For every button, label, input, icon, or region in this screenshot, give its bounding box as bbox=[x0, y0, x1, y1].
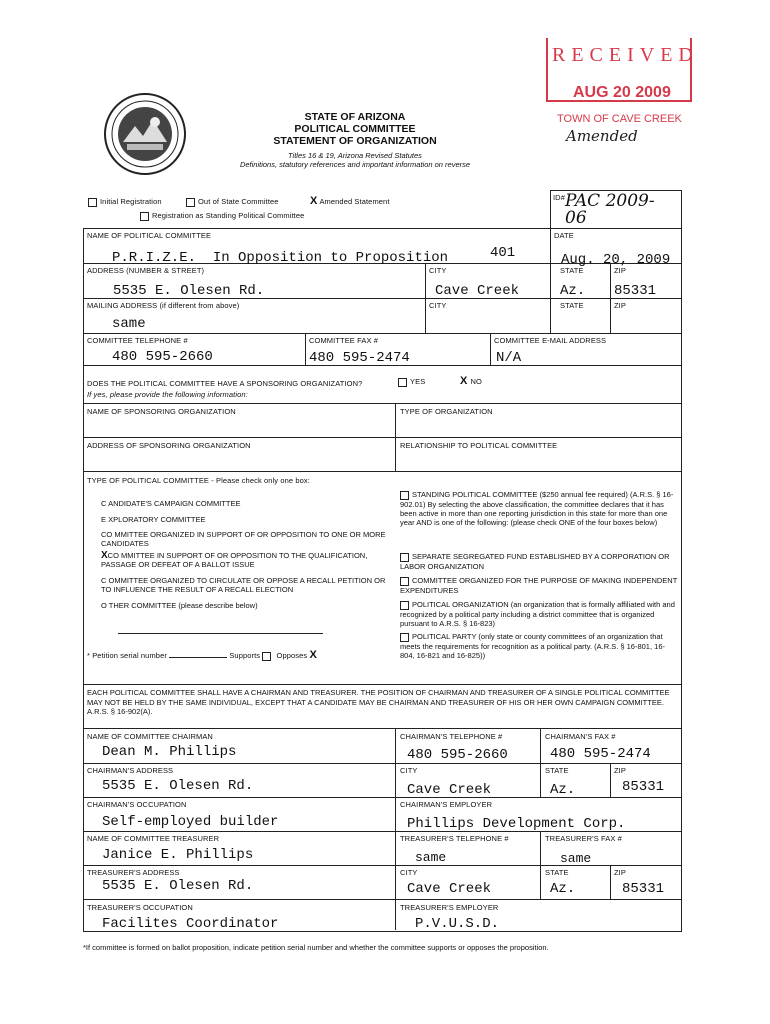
treasurer-telephone-value[interactable]: same bbox=[415, 850, 447, 865]
chairman-telephone-value[interactable]: 480 595-2660 bbox=[407, 747, 508, 763]
opposes-mark[interactable]: X bbox=[309, 649, 317, 661]
treasurer-state-label: STATE bbox=[545, 868, 569, 877]
sponsor-name-label: NAME OF SPONSORING ORGANIZATION bbox=[87, 407, 236, 416]
chairman-address-value[interactable]: 5535 E. Olesen Rd. bbox=[102, 778, 254, 794]
sponsor-address-label: ADDRESS OF SPONSORING ORGANIZATION bbox=[87, 441, 251, 450]
mailing-address-label: MAILING ADDRESS (if different from above) bbox=[87, 301, 240, 310]
treasurer-state-value[interactable]: Az. bbox=[550, 881, 576, 897]
treasurer-name-value[interactable]: Janice E. Phillips bbox=[102, 847, 254, 863]
chairman-state-label: STATE bbox=[545, 766, 569, 775]
committee-name-value[interactable]: P.R.I.Z.E. In Opposition to Proposition bbox=[112, 250, 449, 266]
type-political-party: POLITICAL PARTY (only state or county committees of an organization that meets the requirements for recognition as a political party. (A.R.S. § 16-801, 16-804, 16-821 and 16-825)) bbox=[400, 632, 665, 660]
type-left-prefix-5[interactable]: O bbox=[101, 601, 107, 610]
petition-serial-label: * Petition serial number bbox=[87, 651, 167, 660]
chairman-employer-value[interactable]: Phillips Development Corp. bbox=[407, 816, 626, 832]
address-label: ADDRESS (NUMBER & STREET) bbox=[87, 266, 205, 275]
type-exploratory: XPLORATORY COMMITTEE bbox=[108, 515, 206, 524]
received-stamp-text: RECEIVED bbox=[552, 44, 699, 66]
type-recall: OMMITTEE ORGANIZED TO CIRCULATE OR OPPOSE A RECALL PETITION OR TO INFLUENCE THE RESULT OF A RECALL ELECTION bbox=[101, 576, 386, 594]
type-left-prefix-4[interactable]: C bbox=[101, 576, 107, 585]
form-state-title: STATE OF ARIZONA bbox=[304, 111, 406, 123]
treasurer-employer-label: TREASURER'S EMPLOYER bbox=[400, 903, 499, 912]
mailing-zip-label: ZIP bbox=[614, 301, 626, 310]
treasurer-city-value[interactable]: Cave Creek bbox=[407, 881, 492, 897]
sponsor-no-mark[interactable]: X bbox=[460, 375, 468, 387]
treasurer-occupation-value[interactable]: Facilites Coordinator bbox=[102, 916, 279, 932]
out-of-state-checkbox[interactable] bbox=[186, 198, 195, 207]
fax-value[interactable]: 480 595-2474 bbox=[309, 350, 410, 366]
chairman-zip-value[interactable]: 85331 bbox=[622, 779, 665, 795]
segregated-fund-checkbox[interactable] bbox=[400, 553, 409, 562]
amended-statement-label: Amended Statement bbox=[319, 197, 390, 206]
chairman-treasurer-notice: EACH POLITICAL COMMITTEE SHALL HAVE A CHAIRMAN AND TREASURER. THE POSITION OF CHAIRMAN AND TREASURER OF A SINGLE POLITICAL COMMITTEE MAY NOT BE HELD BY THE SAME INDIVIDUAL, EXCEPT THAT A CANDIDATE MAY BE CHAIRMAN AND TREASURER OF HIS OR HER OWN CAMPAIGN COMMITTEE. A.R.S. § 16-902(A). bbox=[87, 688, 670, 716]
mailing-city-label: CITY bbox=[429, 301, 447, 310]
chairman-fax-label: CHAIRMAN'S FAX # bbox=[545, 732, 616, 741]
committee-name-label: NAME OF POLITICAL COMMITTEE bbox=[87, 231, 212, 240]
type-left-prefix-1[interactable]: E bbox=[101, 515, 107, 524]
received-stamp-date: AUG 20 2009 bbox=[573, 84, 671, 101]
type-independent-expenditures: COMMITTEE ORGANIZED FOR THE PURPOSE OF MAKING INDEPENDENT EXPENDITURES bbox=[400, 576, 678, 595]
treasurer-employer-value[interactable]: P.V.U.S.D. bbox=[415, 916, 500, 932]
address-value[interactable]: 5535 E. Olesen Rd. bbox=[113, 283, 265, 299]
treasurer-telephone-label: TREASURER'S TELEPHONE # bbox=[400, 834, 509, 843]
chairman-zip-label: ZIP bbox=[614, 766, 626, 775]
type-candidate-campaign: ANDIDATE'S CAMPAIGN COMMITTEE bbox=[108, 499, 241, 508]
mailing-state-label: STATE bbox=[560, 301, 584, 310]
sponsor-ifyes-note: If yes, please provide the following information: bbox=[87, 390, 248, 399]
political-party-checkbox[interactable] bbox=[400, 633, 409, 642]
supports-checkbox[interactable] bbox=[262, 652, 271, 661]
opposes-label: Opposes bbox=[276, 651, 308, 660]
standing-registration-checkbox[interactable] bbox=[140, 212, 149, 221]
chairman-telephone-label: CHAIRMAN'S TELEPHONE # bbox=[400, 732, 503, 741]
standing-registration-label: Registration as Standing Political Committee bbox=[152, 211, 305, 220]
sponsor-question: DOES THE POLITICAL COMMITTEE HAVE A SPONSORING ORGANIZATION? bbox=[87, 379, 363, 388]
amended-handwritten-note: Amended bbox=[566, 127, 638, 145]
sponsor-no-label: NO bbox=[470, 377, 482, 386]
standing-committee-checkbox[interactable] bbox=[400, 491, 409, 500]
state-seal-image bbox=[103, 92, 187, 176]
sponsor-yes-label: YES bbox=[410, 377, 426, 386]
treasurer-city-label: CITY bbox=[400, 868, 418, 877]
treasurer-fax-value[interactable]: same bbox=[560, 851, 592, 866]
committee-type-title: TYPE OF POLITICAL COMMITTEE - Please check only one box: bbox=[87, 476, 310, 485]
treasurer-address-label: TREASURER'S ADDRESS bbox=[87, 868, 180, 877]
treasurer-occupation-label: TREASURER'S OCCUPATION bbox=[87, 903, 193, 912]
type-other: THER COMMITTEE (please describe below) bbox=[108, 601, 258, 610]
amended-checkbox-mark[interactable]: X bbox=[310, 195, 318, 207]
chairman-occupation-label: CHAIRMAN'S OCCUPATION bbox=[87, 800, 187, 809]
type-left-prefix-2[interactable]: CO bbox=[101, 530, 113, 539]
fax-label: COMMITTEE FAX # bbox=[309, 336, 379, 345]
treasurer-zip-label: ZIP bbox=[614, 868, 626, 877]
type-left-prefix-3: CO bbox=[107, 551, 119, 560]
id-value[interactable]: PAC 2009-06 bbox=[565, 191, 655, 228]
type-candidates: MMITTEE ORGANIZED IN SUPPORT OF OR OPPOSITION TO ONE OR MORE CANDIDATES bbox=[101, 530, 386, 548]
telephone-value[interactable]: 480 595-2660 bbox=[112, 349, 213, 365]
type-political-organization: POLITICAL ORGANIZATION (an organization that is formally affiliated with and recognized by a political party including a district committee that is organized pursuant to A.R.S. § 16-823) bbox=[400, 600, 675, 628]
telephone-label: COMMITTEE TELEPHONE # bbox=[87, 336, 188, 345]
form-subtitle-1: Titles 16 & 19, Arizona Revised Statutes bbox=[288, 151, 422, 160]
treasurer-fax-label: TREASURER'S FAX # bbox=[545, 834, 622, 843]
committee-proposition-number[interactable]: 401 bbox=[490, 245, 516, 261]
footnote: *If committee is formed on ballot proposition, indicate petition serial number and whether the committee supports or opposes the proposition. bbox=[83, 943, 549, 952]
out-of-state-label: Out of State Committee bbox=[198, 197, 279, 206]
chairman-occupation-value[interactable]: Self-employed builder bbox=[102, 814, 279, 830]
treasurer-zip-value[interactable]: 85331 bbox=[622, 881, 665, 897]
chairman-name-value[interactable]: Dean M. Phillips bbox=[102, 744, 237, 760]
chairman-city-value[interactable]: Cave Creek bbox=[407, 782, 492, 798]
city-label: CITY bbox=[429, 266, 447, 275]
form-title: STATEMENT OF ORGANIZATION bbox=[273, 135, 437, 147]
chairman-employer-label: CHAIRMAN'S EMPLOYER bbox=[400, 800, 493, 809]
chairman-state-value[interactable]: Az. bbox=[550, 782, 576, 798]
type-segregated-fund: SEPARATE SEGREGATED FUND ESTABLISHED BY A CORPORATION OR LABOR ORGANIZATION bbox=[400, 552, 670, 571]
chairman-name-label: NAME OF COMMITTEE CHAIRMAN bbox=[87, 732, 213, 741]
petition-serial-line[interactable] bbox=[169, 657, 227, 658]
independent-expenditures-checkbox[interactable] bbox=[400, 577, 409, 586]
sponsor-relationship-label: RELATIONSHIP TO POLITICAL COMMITTEE bbox=[400, 441, 558, 450]
type-standing-committee: STANDING POLITICAL COMMITTEE ($250 annual fee required) (A.R.S. § 16-902.01) By selecting the above classification, the committee declares that it has been active in more than one reporting jurisdiction in this state for more than one year AND is one of the following: (please check ONE of the four boxes below) bbox=[400, 490, 674, 527]
chairman-address-label: CHAIRMAN'S ADDRESS bbox=[87, 766, 174, 775]
received-stamp-town: TOWN OF CAVE CREEK bbox=[557, 113, 682, 125]
initial-registration-label: Initial Registration bbox=[100, 197, 162, 206]
chairman-city-label: CITY bbox=[400, 766, 418, 775]
id-label: ID# bbox=[553, 193, 565, 202]
form-subtitle-2: Definitions, statutory references and important information on reverse bbox=[239, 160, 471, 169]
chairman-fax-value[interactable]: 480 595-2474 bbox=[550, 746, 651, 762]
political-organization-checkbox[interactable] bbox=[400, 601, 409, 610]
type-ballot-mark[interactable]: X bbox=[101, 550, 108, 561]
state-label: STATE bbox=[560, 266, 584, 275]
sponsor-yes-checkbox[interactable] bbox=[398, 378, 407, 387]
form-committee-title: POLITICAL COMMITTEE bbox=[294, 123, 416, 135]
treasurer-name-label: NAME OF COMMITTEE TREASURER bbox=[87, 834, 220, 843]
mailing-address-value[interactable]: same bbox=[112, 316, 146, 332]
state-value[interactable]: Az. bbox=[560, 283, 586, 299]
date-label: DATE bbox=[554, 231, 574, 240]
email-value[interactable]: N/A bbox=[496, 350, 522, 366]
other-description-line[interactable] bbox=[118, 633, 323, 634]
city-value[interactable]: Cave Creek bbox=[435, 283, 520, 299]
treasurer-address-value[interactable]: 5535 E. Olesen Rd. bbox=[102, 878, 254, 894]
type-left-prefix-0[interactable]: C bbox=[101, 499, 107, 508]
sponsor-type-label: TYPE OF ORGANIZATION bbox=[400, 407, 493, 416]
zip-label: ZIP bbox=[614, 266, 626, 275]
supports-label: Supports bbox=[229, 651, 261, 660]
zip-value[interactable]: 85331 bbox=[614, 283, 657, 299]
type-ballot-issue: MMITTEE IN SUPPORT OF OR OPPOSITION TO THE QUALIFICATION, PASSAGE OR DEFEAT OF A BALLOT ISSUE bbox=[101, 551, 368, 569]
initial-registration-checkbox[interactable] bbox=[88, 198, 97, 207]
date-value[interactable]: Aug. 20, 2009 bbox=[561, 252, 671, 268]
email-label: COMMITTEE E-MAIL ADDRESS bbox=[494, 336, 607, 345]
